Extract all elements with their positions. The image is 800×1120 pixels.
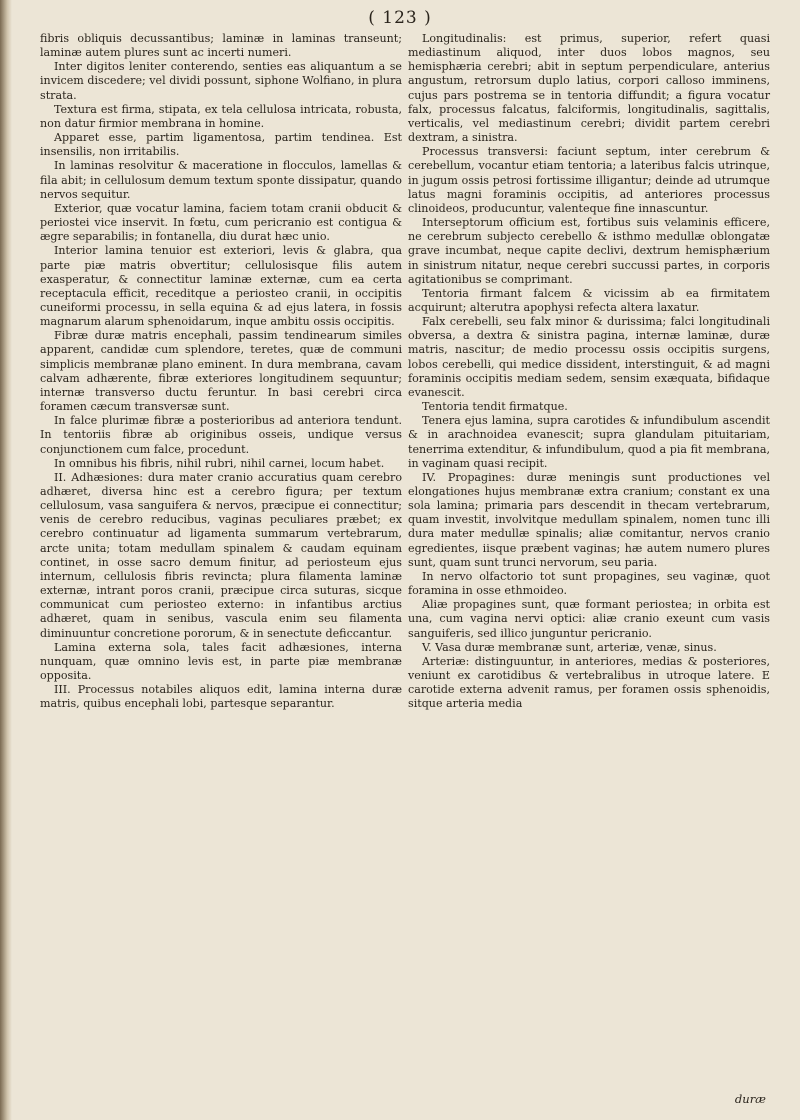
page-number: ( 123 )	[368, 8, 432, 28]
paragraph: Aliæ propagines sunt, quæ formant periostea; in orbita est una, cum vagina nervi optici: aliæ cranio exeunt cum vasis sanguiferis, sed illico junguntur pericranio.	[408, 598, 770, 640]
paragraph: Textura est firma, stipata, ex tela cellulosa intricata, robusta, non datur firmior membrana in homine.	[40, 102, 402, 130]
paragraph: Longitudinalis: est primus, superior, refert quasi mediastinum aliquod, inter duos lobos magnos, seu hemisphæria cerebri; abit in septum perpendiculare, anterius angustum, retrorsum duplo latius, corpori calloso imminens, cujus pars postrema se in tentoria diffundit; a figura vocatur falx, processus falcatus, falciformis, longitudinalis, sagittalis, verticalis, vel mediastinum cerebri; dividit partem cerebri dextram, a sinistra.	[408, 32, 770, 145]
paragraph: Interseptorum officium est, fortibus suis velaminis efficere, ne cerebrum subjecto cerebello & isthmo medullæ oblongatæ grave incumbat, neque capite declivi, dextrum hemisphærium in sinistrum nitatur, neque cerebri succussi partes, in corporis agitationibus se comprimant.	[408, 216, 770, 286]
paragraph: Fibræ duræ matris encephali, passim tendinearum similes apparent, candidæ cum splendore, teretes, quæ de communi simplicis membranæ plano eminent. In dura membrana, cavam calvam adhærente, fibræ exteriores longitudinem sequuntur; internæ transverso ductu feruntur. In basi cerebri circa foramen cæcum transversæ sunt.	[40, 329, 402, 414]
page-gutter-shadow	[0, 0, 12, 1120]
right-column	[408, 32, 770, 712]
paragraph: Lamina externa sola, tales facit adhæsiones, interna nunquam, quæ omnino levis est, in parte piæ membranæ opposita.	[40, 640, 402, 683]
paragraph: V. Vasa duræ membranæ sunt, arteriæ, venæ, sinus.	[422, 640, 717, 654]
paragraph: fibris obliquis decussantibus; laminæ in laminas transeunt; laminæ autem plures sunt ac incerti numeri.	[40, 32, 402, 60]
paragraph: Inter digitos leniter conterendo, senties eas aliquantum a se invicem discedere; vel dividi possunt, siphone Wolfiano, in plura strata.	[40, 60, 402, 102]
paragraph: III. Processus notabiles aliquos edit, lamina interna duræ matris, quibus encephali lobi, partesque separantur.	[40, 683, 402, 711]
paragraph: In laminas resolvitur & maceratione in flocculos, lamellas & fila abit; in cellulosum demum textum sponte dissipatur, quando nervos sequitur.	[40, 159, 402, 201]
paragraph: Arteriæ: distinguuntur, in anteriores, medias & posteriores, veniunt ex carotidibus & vertebralibus in utroque latere. E carotide externa advenit ramus, per foramen ossis sphenoidis, sitque arteria media	[408, 654, 770, 711]
paragraph: Tentoria firmant falcem & vicissim ab ea firmitatem acquirunt; alterutra apophysi refecta altera laxatur.	[408, 286, 770, 314]
paragraph: Falx cerebelli, seu falx minor & durissima; falci longitudinali obversa, a dextra & sinistra pagina, internæ laminæ, duræ matris, nascitur; de medio processu ossis occipitis surgens, lobos cerebelli, qui medice dissident, interstinguit, & ad magni foraminis occipitis mediam sedem, sensim exæquata, bifidaque evanescit.	[408, 315, 770, 399]
paragraph: Tenera ejus lamina, supra carotides & infundibulum ascendit & in arachnoidea evanescit; supra glandulam pituitariam, tenerrima extenditur, & infundibulum, quod a pia fit membrana, in vaginam quasi recipit.	[408, 414, 770, 470]
paragraph: Apparet esse, partim ligamentosa, partim tendinea. Est insensilis, non irritabilis.	[40, 131, 402, 159]
paragraph: In falce plurimæ fibræ a posterioribus ad anteriora tendunt. In tentoriis fibræ ab originibus osseis, undique versus conjunctionem cum falce, procedunt.	[40, 414, 402, 456]
paragraph: In omnibus his fibris, nihil rubri, nihil carnei, locum habet.	[54, 456, 385, 470]
paragraph: In nervo olfactorio tot sunt propagines, seu vaginæ, quot foramina in osse ethmoideo.	[408, 569, 770, 598]
catchword: duræ	[734, 1092, 766, 1106]
paragraph: II. Adhæsiones: dura mater cranio accuratius quam cerebro adhæret, diversa hinc est a cerebro figura; per textum cellulosum, vasa sanguifera & nervos, præcipue ei connectitur; venis de cerebro reducibus, vaginas peculiares præbet; ex cerebro continuatur ad ligamenta summarum vertebrarum, arcte unita; totam medullam spinalem & caudam equinam continet, in osse sacro demum finitur, ad periosteum ejus internum, cellulosis fibris revincta; plura filamenta laminæ externæ, intrant poros cranii, præcipue circa suturas, sicque communicat cum periosteo externo: in infantibus arctius adhæret, quam in senibus, vascula enim seu filamenta diminuuntur concretione pororum, & in senectute deficcantur.	[40, 470, 402, 640]
paragraph: Processus transversi: faciunt septum, inter cerebrum & cerebellum, vocantur etiam tentoria; a lateribus falcis utrinque, in jugum ossis petrosi fortissime illigantur; deinde ad utrumque latus magni foraminis occipitis, ad anteriores processus clinoideos, producuntur, valenteque fine innascuntur.	[408, 145, 770, 215]
paragraph: Tentoria tendit firmatque.	[422, 400, 568, 414]
paragraph: Interior lamina tenuior est exteriori, levis & glabra, qua parte piæ matris obvertitur; cellulosisque filis autem exasperatur, & connectitur laminæ externæ, cum ea certa receptacula efficit, receditque a periosteo cranii, in occipitis cuneiformi processu, in sella equina & ad ejus latera, in fossis magnarum alarum sphenoidarum, inque ambitu ossis occipitis.	[40, 244, 402, 329]
paragraph: IV. Propagines: duræ meningis sunt productiones vel elongationes hujus membranæ extra cranium; constant ex una sola lamina; primaria pars descendit in thecam vertebrarum, quam investit, involvitque medullam spinalem, nomen tunc illi dura mater medullæ spinalis; aliæ comitantur, nervos cranio egredientes, iisque præbent vaginas; hæ autem numero plures sunt, quam sunt trunci nervorum, seu paria.	[408, 470, 770, 569]
paragraph: Exterior, quæ vocatur lamina, faciem totam cranii obducit & periostei vice inservit. In fœtu, cum pericranio est contigua & ægre separabilis; in fontanella, diu durat hæc unio.	[40, 201, 402, 244]
left-column	[40, 32, 402, 712]
